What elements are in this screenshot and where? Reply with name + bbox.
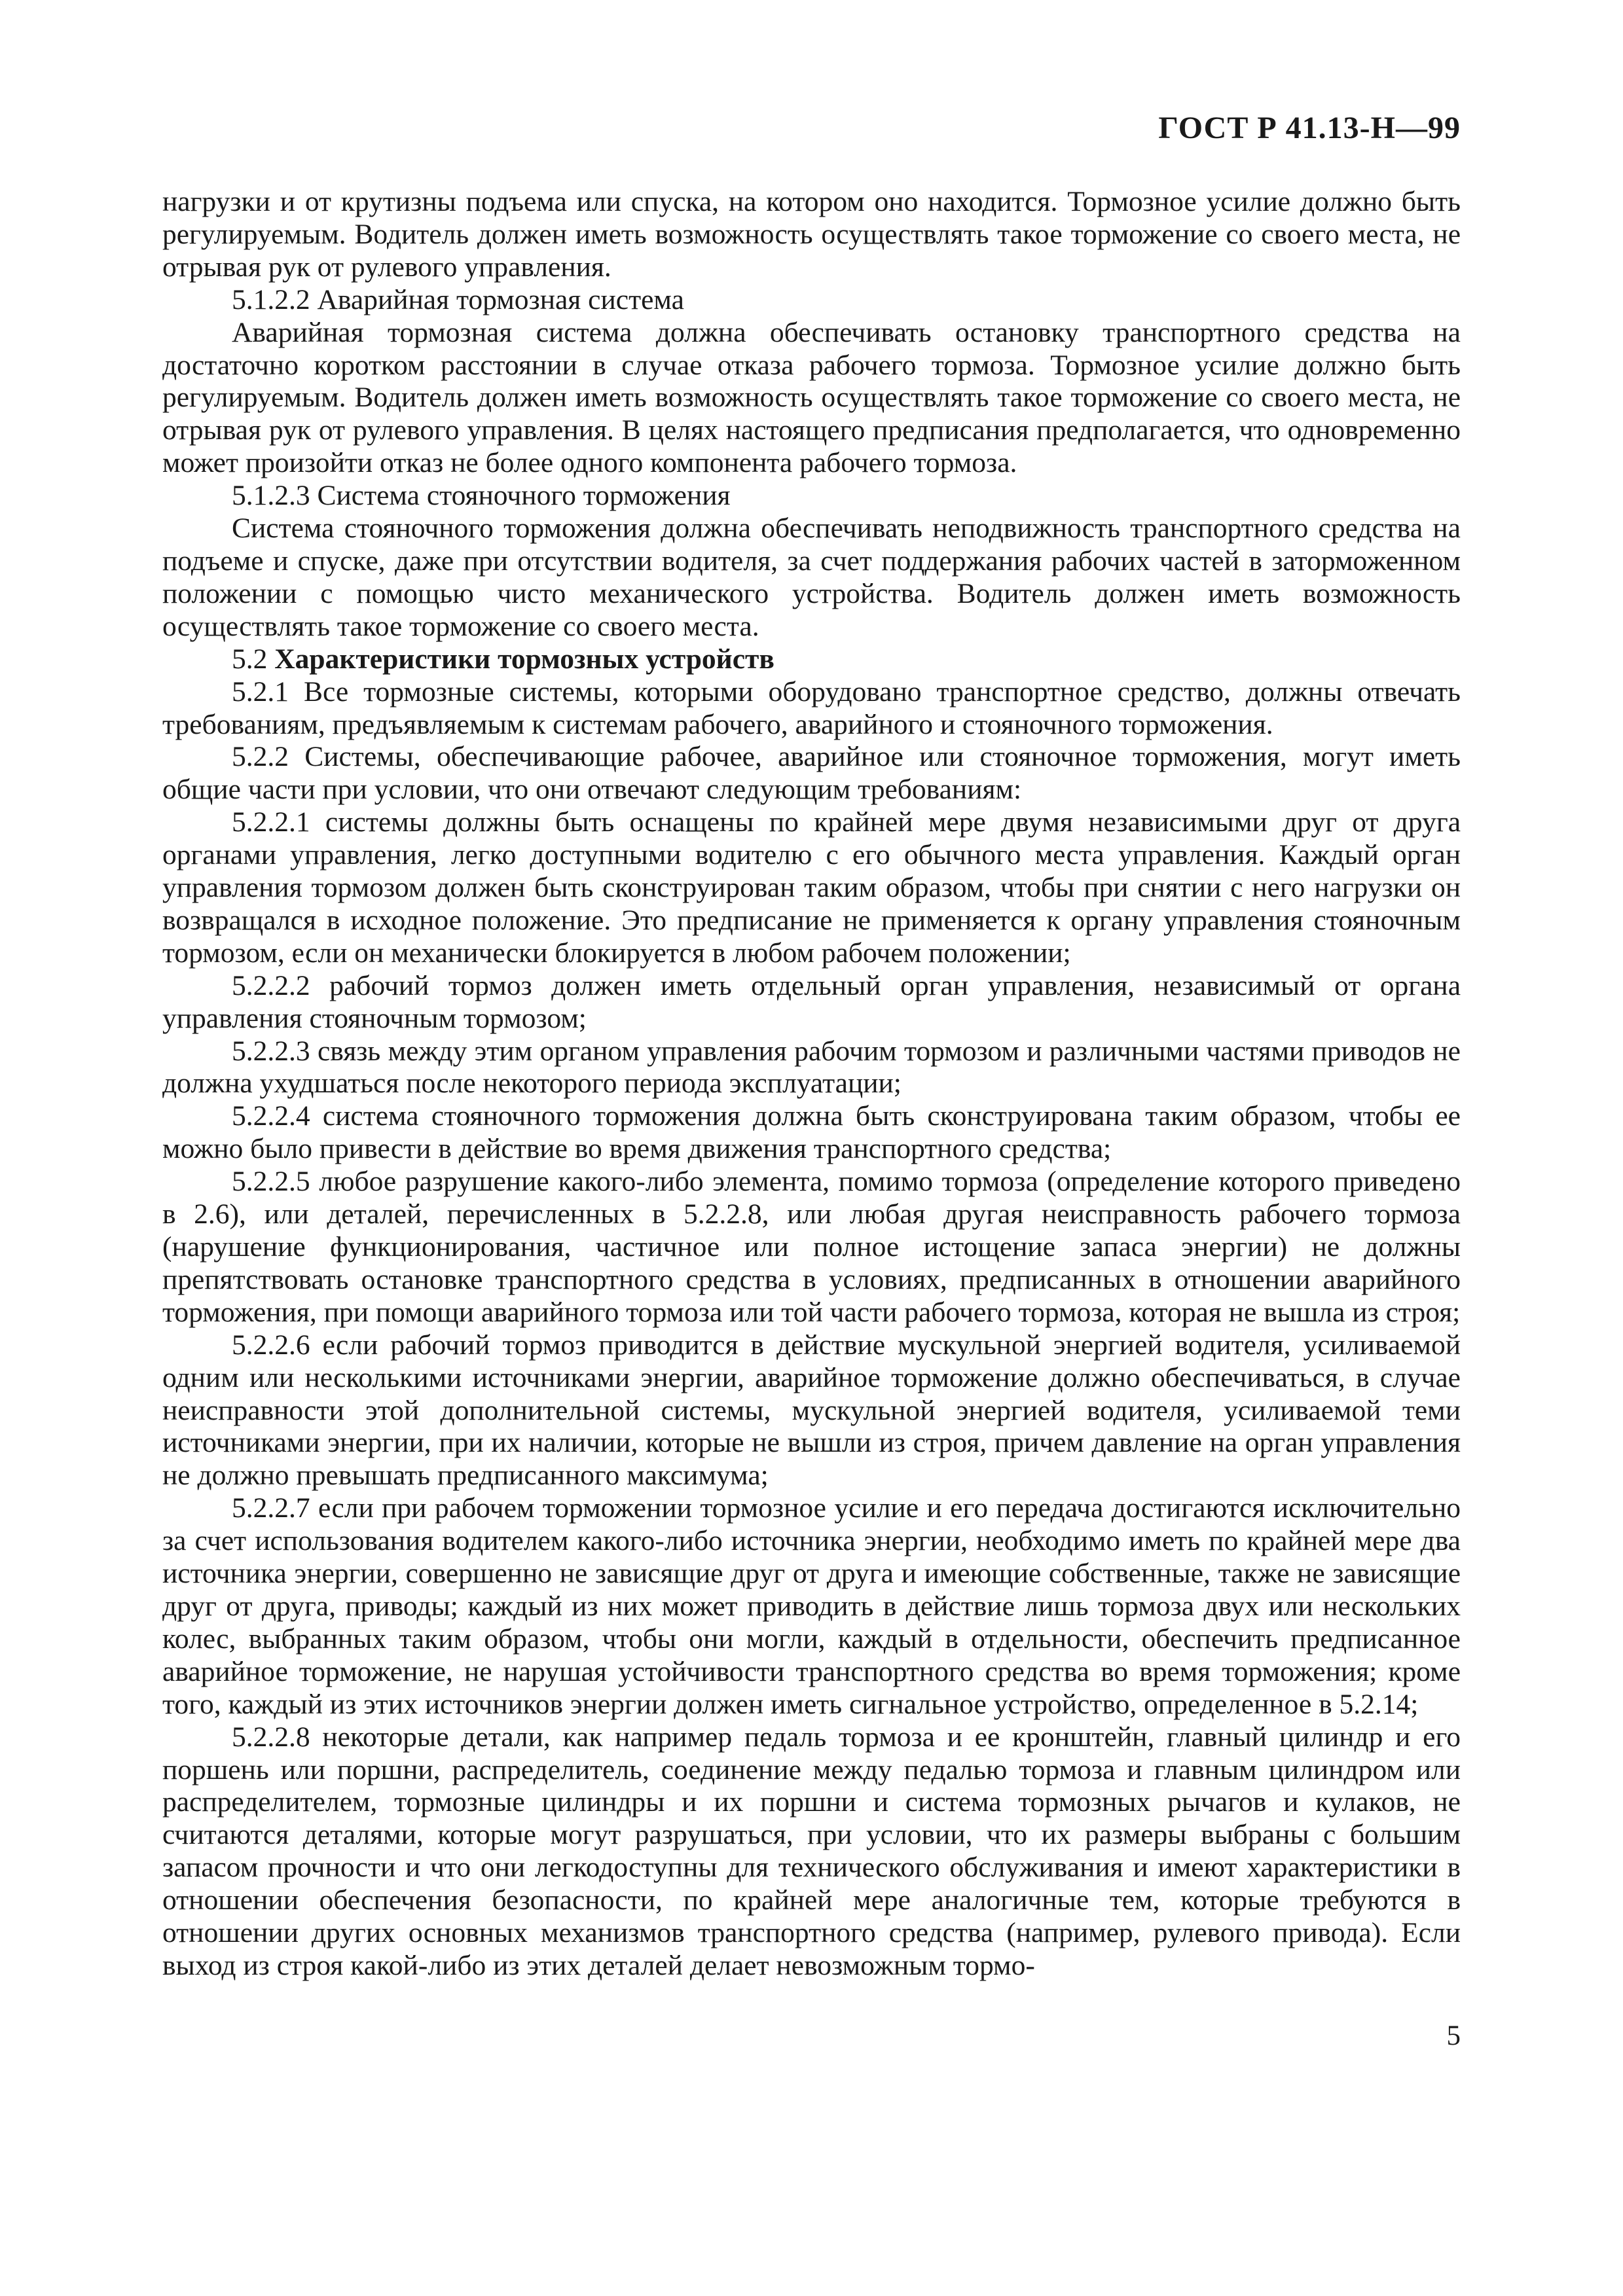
page-number: 5 — [1446, 2020, 1461, 2051]
clause-5-2-2-6: 5.2.2.6 если рабочий тормоз приводится в действие мускульной энергией водителя, усиливаемой одним или несколькими источниками энергии, аварийное торможение должно обеспечиваться, в случае неисправности этой дополнительной системы, мускульной энергией водителя, усиливаемой теми источниками энергии, при их наличии, которые не вышли из строя, причем давление на орган управления не должно превышать предписанного максимума; — [162, 1329, 1461, 1492]
document-code: ГОСТ Р 41.13-Н—99 — [1158, 111, 1461, 145]
clause-5-2-2-3: 5.2.2.3 связь между этим органом управления рабочим тормозом и различными частями приводов не должна ухудшаться после некоторого периода эксплуатации; — [162, 1035, 1461, 1100]
paragraph-continuation: нагрузки и от крутизны подъема или спуска, на котором оно находится. Тормозное усилие должно быть регулируемым. Водитель должен иметь возможность осуществлять такое торможение со своего места, не отрывая рук от рулевого управления. — [162, 186, 1461, 283]
body-text — [162, 186, 1461, 1982]
clause-5-2-2-1: 5.2.2.1 системы должны быть оснащены по крайней мере двумя независимыми друг от друга органами управления, легко доступными водителю с его обычного места управления. Каждый орган управления тормозом должен быть сконструирован таким образом, чтобы при снятии с него нагрузки он возвращался в исходное положение. Это предписание не применяется к органу управления стояночным тормозом, если он механически блокируется в любом рабочем положении; — [162, 806, 1461, 969]
clause-5-2-1: 5.2.1 Все тормозные системы, которыми оборудовано транспортное средство, должны отвечать требованиям, предъявляемым к системам рабочего, аварийного и стояночного торможения. — [162, 675, 1461, 740]
paragraph: Система стояночного торможения должна обеспечивать неподвижность транспортного средства на подъеме и спуске, даже при отсутствии водителя, за счет поддержания рабочих частей в заторможенном положении с помощью чисто механического устройства. Водитель должен иметь возможность осуществлять такое торможение со своего места. — [162, 512, 1461, 642]
section-title: Характеристики тормозных устройств — [274, 643, 775, 675]
section-number: 5.2 — [232, 643, 275, 675]
clause-5-2-2-2: 5.2.2.2 рабочий тормоз должен иметь отдельный орган управления, независимый от органа управления стояночным тормозом; — [162, 969, 1461, 1034]
clause-5-2-2-8: 5.2.2.8 некоторые детали, как например педаль тормоза и ее кронштейн, главный цилиндр и его поршень или поршни, распределитель, соединение между педалью тормоза и главным цилиндром или распределителем, тормозные цилиндры и их поршни и система тормозных рычагов и кулаков, не считаются деталями, которые могут разрушаться, при условии, что их размеры выбраны с большим запасом прочности и что они легкодоступны для технического обслуживания и имеют характеристики в отношении обеспечения безопасности, по крайней мере аналогичные тем, которые требуются в отношении других основных механизмов транспортного средства (например, рулевого привода). Если выход из строя какой-либо из этих деталей делает невозможным тормо- — [162, 1721, 1461, 1981]
paragraph: Аварийная тормозная система должна обеспечивать остановку транспортного средства на достаточно коротком расстоянии в случае отказа рабочего тормоза. Тормозное усилие должно быть регулируемым. Водитель должен иметь возможность осуществлять такое торможение со своего места, не отрывая рук от рулевого управления. В целях настоящего предписания предполагается, что одновременно может произойти отказ не более одного компонента рабочего тормоза. — [162, 316, 1461, 479]
section-heading-5-2 — [162, 643, 1461, 676]
clause-5-2-2-7: 5.2.2.7 если при рабочем торможении тормозное усилие и его передача достигаются исключительно за счет использования водителем какого-либо источника энергии, необходимо иметь по крайней мере два источника энергии, совершенно не зависящие друг от друга и имеющие собственные, также не зависящие друг от друга, приводы; каждый из них может приводить в действие лишь тормоза двух или нескольких колес, выбранных таким образом, чтобы они могли, каждый в отдельности, обеспечить предписанное аварийное торможение, не нарушая устойчивости транспортного средства во время торможения; кроме того, каждый из этих источников энергии должен иметь сигнальное устройство, определенное в 5.2.14; — [162, 1492, 1461, 1720]
subsection-title-5-1-2-2: 5.1.2.2 Аварийная тормозная система — [232, 283, 684, 315]
clause-5-2-2: 5.2.2 Системы, обеспечивающие рабочее, аварийное или стояночное торможения, могут иметь общие части при условии, что они отвечают следующим требованиям: — [162, 741, 1461, 806]
subsection-title-5-1-2-3: 5.1.2.3 Система стояночного торможения — [232, 480, 731, 512]
clause-5-2-2-5: 5.2.2.5 любое разрушение какого-либо элемента, помимо тормоза (определение которого приведено в 2.6), или деталей, перечисленных в 5.2.2.8, или любая другая неисправность рабочего тормоза (нарушение функционирования, частичное или полное истощение запаса энергии) не должны препятствовать остановке транспортного средства в условиях, предписанных в отношении аварийного торможения, при помощи аварийного тормоза или той части рабочего тормоза, которая не вышла из строя; — [162, 1166, 1461, 1328]
clause-5-2-2-4: 5.2.2.4 система стояночного торможения должна быть сконструирована таким образом, чтобы ее можно было привести в действие во время движения транспортного средства; — [162, 1100, 1461, 1165]
